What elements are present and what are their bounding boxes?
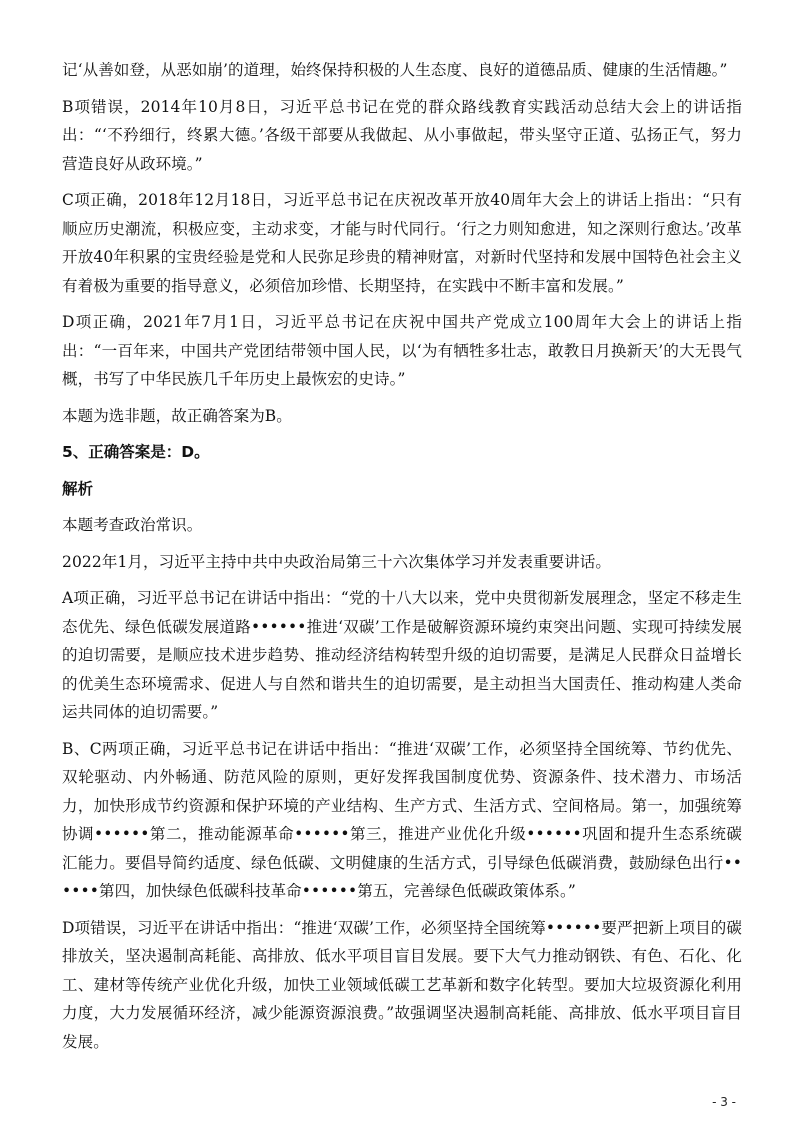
paragraph-option-bc: B、C两项正确，习近平总书记在讲话中指出：“推进‘双碳’工作，必须坚持全国统筹、节约优先、双轮驱动、内外畅通、防范风险的原则，更好发挥我国制度优势、资源条件、技术潜力、市场活力，加快形成节约资源和保护环境的产业结构、生产方式、生活方式、空间格局。第一，加强统筹协调••••••第二，推动能源革命••••••第三，推进产业优化升级••••••巩固和提升生态系统碳汇能力。要倡导简约适度、绿色低碳、文明健康的生活方式，引导绿色低碳消费，鼓励绿色出行••••••第四，加快绿色低碳科技革命••••••第五，完善绿色低碳政策体系。”	[62, 739, 742, 900]
paragraph-option-c: C项正确，2018年12月18日，习近平总书记在庆祝改革开放40周年大会上的讲话上指出：“只有顺应历史潮流，积极应变，主动求变，才能与时代同行。‘行之力则知愈进，知之深则行愈达。’改革开放40年积累的宝贵经验是党和人民弥足珍贵的精神财富，对新时代坚持和发展中国特色社会主义有着极为重要的指导意义，必须倍加珍惜、长期坚持，在实践中不断丰富和发展。”	[62, 191, 742, 295]
analysis-heading: 解析	[62, 479, 94, 498]
paragraph-topic: 本题考查政治常识。	[62, 516, 203, 534]
paragraph-option-a: A项正确，习近平总书记在讲话中指出：“党的十八大以来，党中央贯彻新发展理念，坚定不移走生态优先、绿色低碳发展道路••••••推进‘双碳’工作是破解资源环境约束突出问题、实现可持续发展的迫切需要，是顺应技术进步趋势、推动经济结构转型升级的迫切需要，是满足人民群众日益增长的优美生态环境需求、促进人与自然和谐共生的迫切需要，是主动担当大国责任、推动构建人类命运共同体的迫切需要。”	[62, 589, 742, 721]
paragraph-answer-summary: 本题为选非题，故正确答案为B。	[62, 406, 292, 425]
paragraph-option-d-2: D项错误，习近平在讲话中指出：“推进‘双碳’工作，必须坚持全国统筹••••••要严把新上项目的碳排放关，坚决遏制高耗能、高排放、低水平项目盲目发展。要下大气力推动钢铁、有色、石化、化工、建材等传统产业优化升级，加快工业领域低碳工艺革新和数字化转型。要加大垃圾资源化利用力度，大力发展循环经济，减少能源资源浪费。”故强调坚决遏制高耗能、高排放、低水平项目盲目发展。	[62, 918, 742, 1051]
question-answer-heading: 5、正确答案是：D。	[62, 443, 210, 461]
paragraph-option-d: D项正确，2021年7月1日，习近平总书记在庆祝中国共产党成立100周年大会上的讲话上指出：“一百年来，中国共产党团结带领中国人民，以‘为有牺牲多壮志，敢教日月换新天’的大无畏气概，书写了中华民族几千年历史上最恢宏的史诗。”	[62, 313, 742, 388]
paragraph-context: 2022年1月，习近平主持中共中央政治局第三十六次集体学习并发表重要讲话。	[62, 552, 612, 571]
paragraph-continuation: 记‘从善如登，从恶如崩’的道理，始终保持积极的人生态度、良好的道德品质、健康的生活情趣。”	[62, 61, 728, 79]
page-number: - 3 -	[712, 1095, 736, 1109]
document-body	[62, 56, 742, 1064]
paragraph-option-b: B项错误，2014年10月8日，习近平总书记在党的群众路线教育实践活动总结大会上的讲话指出：“‘不矜细行，终累大德。’各级干部要从我做起、从小事做起，带头坚守正道、弘扬正气，努力营造良好从政环境。”	[62, 97, 742, 173]
